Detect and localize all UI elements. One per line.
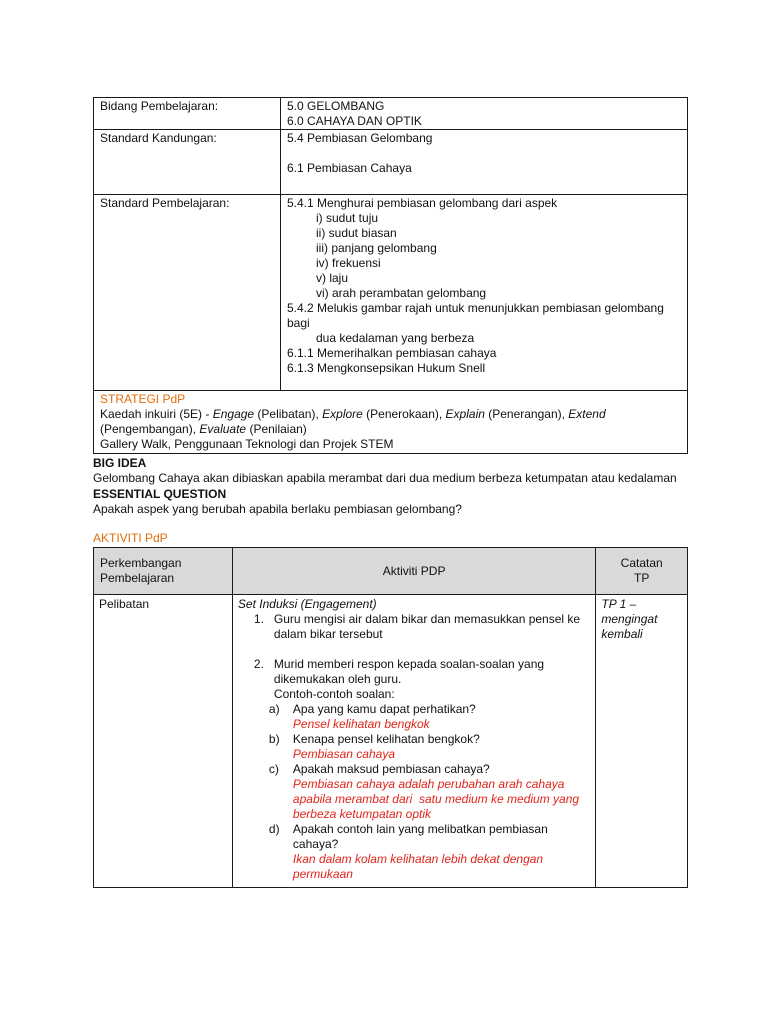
header-perkembangan-line2: Pembelajaran [100,571,175,585]
aktiviti-table [93,547,688,888]
question-label: c) [268,762,279,776]
answer-text: Pembiasan cahaya [292,747,395,761]
strategi-text: (Pengembangan), [100,422,200,436]
big-idea-text: Gelombang Cahaya akan dibiaskan apabila merambat dari dua medium berbeza ketumpatan atau kedalaman [93,471,677,485]
strategi-term: Evaluate [199,422,247,436]
question-c [238,762,590,822]
tp-cell [596,595,688,888]
step-text: Guru mengisi air dalam bikar dan memasukkan pensel ke [273,612,581,626]
sp-541-item: vi) arah perambatan gelombang [316,286,487,300]
sp-541: 5.4.1 Menghurai pembiasan gelombang dari aspek [287,196,558,210]
header-perkembangan [94,548,233,595]
big-idea-title: BIG IDEA [93,456,147,470]
sp-541-item: iii) panjang gelombang [316,241,437,255]
strategi-line2 [100,422,681,437]
bidang-value: 6.0 CAHAYA DAN OPTIK [287,114,422,128]
aktiviti-header-row [94,548,688,595]
answer-text: apabila merambat dari satu medium ke medium yang [292,792,580,806]
question-text: Apakah contoh lain yang melibatkan pembiasan cahaya? [292,822,548,851]
answer-text: Pembiasan cahaya adalah perubahan arah cahaya [292,777,565,791]
question-a [238,702,590,732]
essential-question-title: ESSENTIAL QUESTION [93,487,227,501]
sp-541-item: i) sudut tuju [316,211,379,225]
tp-level: TP 1 – [601,597,637,611]
tp-desc: mengingat [601,612,658,626]
sp-611: 6.1.1 Memerihalkan pembiasan cahaya [287,346,497,360]
sp-542-line2: dua kedalaman yang berbeza [316,331,475,345]
strategi-term: Explore [322,407,363,421]
strategi-text: (Penerokaan), [362,407,446,421]
sp-613: 6.1.3 Mengkonsepsikan Hukum Snell [287,361,486,375]
step-1 [238,612,590,627]
step-2-cont: dikemukakan oleh guru. [273,672,402,686]
answer-text: permukaan [292,867,353,881]
row-bidang [94,98,688,130]
strategi-term: Extend [568,407,606,421]
row-strategi [94,391,688,454]
question-d [238,822,590,882]
bidang-value: 5.0 GELOMBANG [287,99,385,113]
strategi-text: (Penerangan), [484,407,569,421]
sk-values [281,130,688,195]
step-number: 1. [253,612,264,626]
strategi-text: (Pelibatan), [254,407,323,421]
set-induksi-title: Set Induksi (Engagement) [237,597,377,611]
strategi-term: Engage [212,407,255,421]
header-catatan-line1: Catatan [620,556,663,570]
answer-text: Ikan dalam kolam kelihatan lebih dekat dengan [292,852,544,866]
step-number: 2. [253,657,264,671]
question-label: d) [268,822,280,836]
header-perkembangan-line1: Perkembangan [100,556,182,570]
step-text: Murid memberi respon kepada soalan-soalan yang [273,657,545,671]
header-aktiviti: Aktiviti PDP [232,548,595,595]
strategi-text: Kaedah inkuiri (5E) - [100,407,213,421]
bidang-values [281,98,688,130]
row-standard-pembelajaran [94,195,688,391]
step-2 [238,657,590,672]
sk-value: 5.4 Pembiasan Gelombang [287,131,433,145]
strategi-text: (Penilaian) [246,422,307,436]
step-1-cont: dalam bikar tersebut [273,627,383,641]
essential-question-text: Apakah aspek yang berubah apabila berlaku pembiasan gelombang? [93,502,462,516]
question-text: Apakah maksud pembiasan cahaya? [292,762,490,776]
answer-text: berbeza ketumpatan optik [292,807,432,821]
aktiviti-title: AKTIVITI PdP [93,531,168,545]
table-row [94,595,688,888]
strategi-title: STRATEGI PdP [100,392,186,406]
tp-desc: kembali [601,627,643,641]
phase-cell: Pelibatan [94,595,233,888]
bidang-label: Bidang Pembelajaran: [94,98,281,130]
strategi-line1 [100,407,681,422]
contoh-soalan: Contoh-contoh soalan: [273,687,395,701]
strategi-line3: Gallery Walk, Penggunaan Teknologi dan Projek STEM [100,437,394,451]
overview-table [93,97,688,454]
sk-label: Standard Kandungan: [94,130,281,195]
strategi-term: Explain [445,407,485,421]
header-catatan-line2: TP [634,571,650,585]
sp-541-item: iv) frekuensi [316,256,381,270]
sp-label: Standard Pembelajaran: [94,195,281,391]
question-b [238,732,590,762]
question-text: Kenapa pensel kelihatan bengkok? [292,732,480,746]
sp-542-line1: 5.4.2 Melukis gambar rajah untuk menunjukkan pembiasan gelombang bagi [287,301,664,330]
question-label: a) [268,702,280,716]
strategi-cell [94,391,688,454]
row-standard-kandungan [94,130,688,195]
sp-values [281,195,688,391]
question-label: b) [268,732,280,746]
header-catatan [596,548,688,595]
sp-541-item: ii) sudut biasan [316,226,397,240]
answer-text: Pensel kelihatan bengkok [292,717,430,731]
sp-541-item: v) laju [316,271,349,285]
activity-cell [232,595,595,888]
sk-value: 6.1 Pembiasan Cahaya [287,161,412,175]
question-text: Apa yang kamu dapat perhatikan? [292,702,476,716]
